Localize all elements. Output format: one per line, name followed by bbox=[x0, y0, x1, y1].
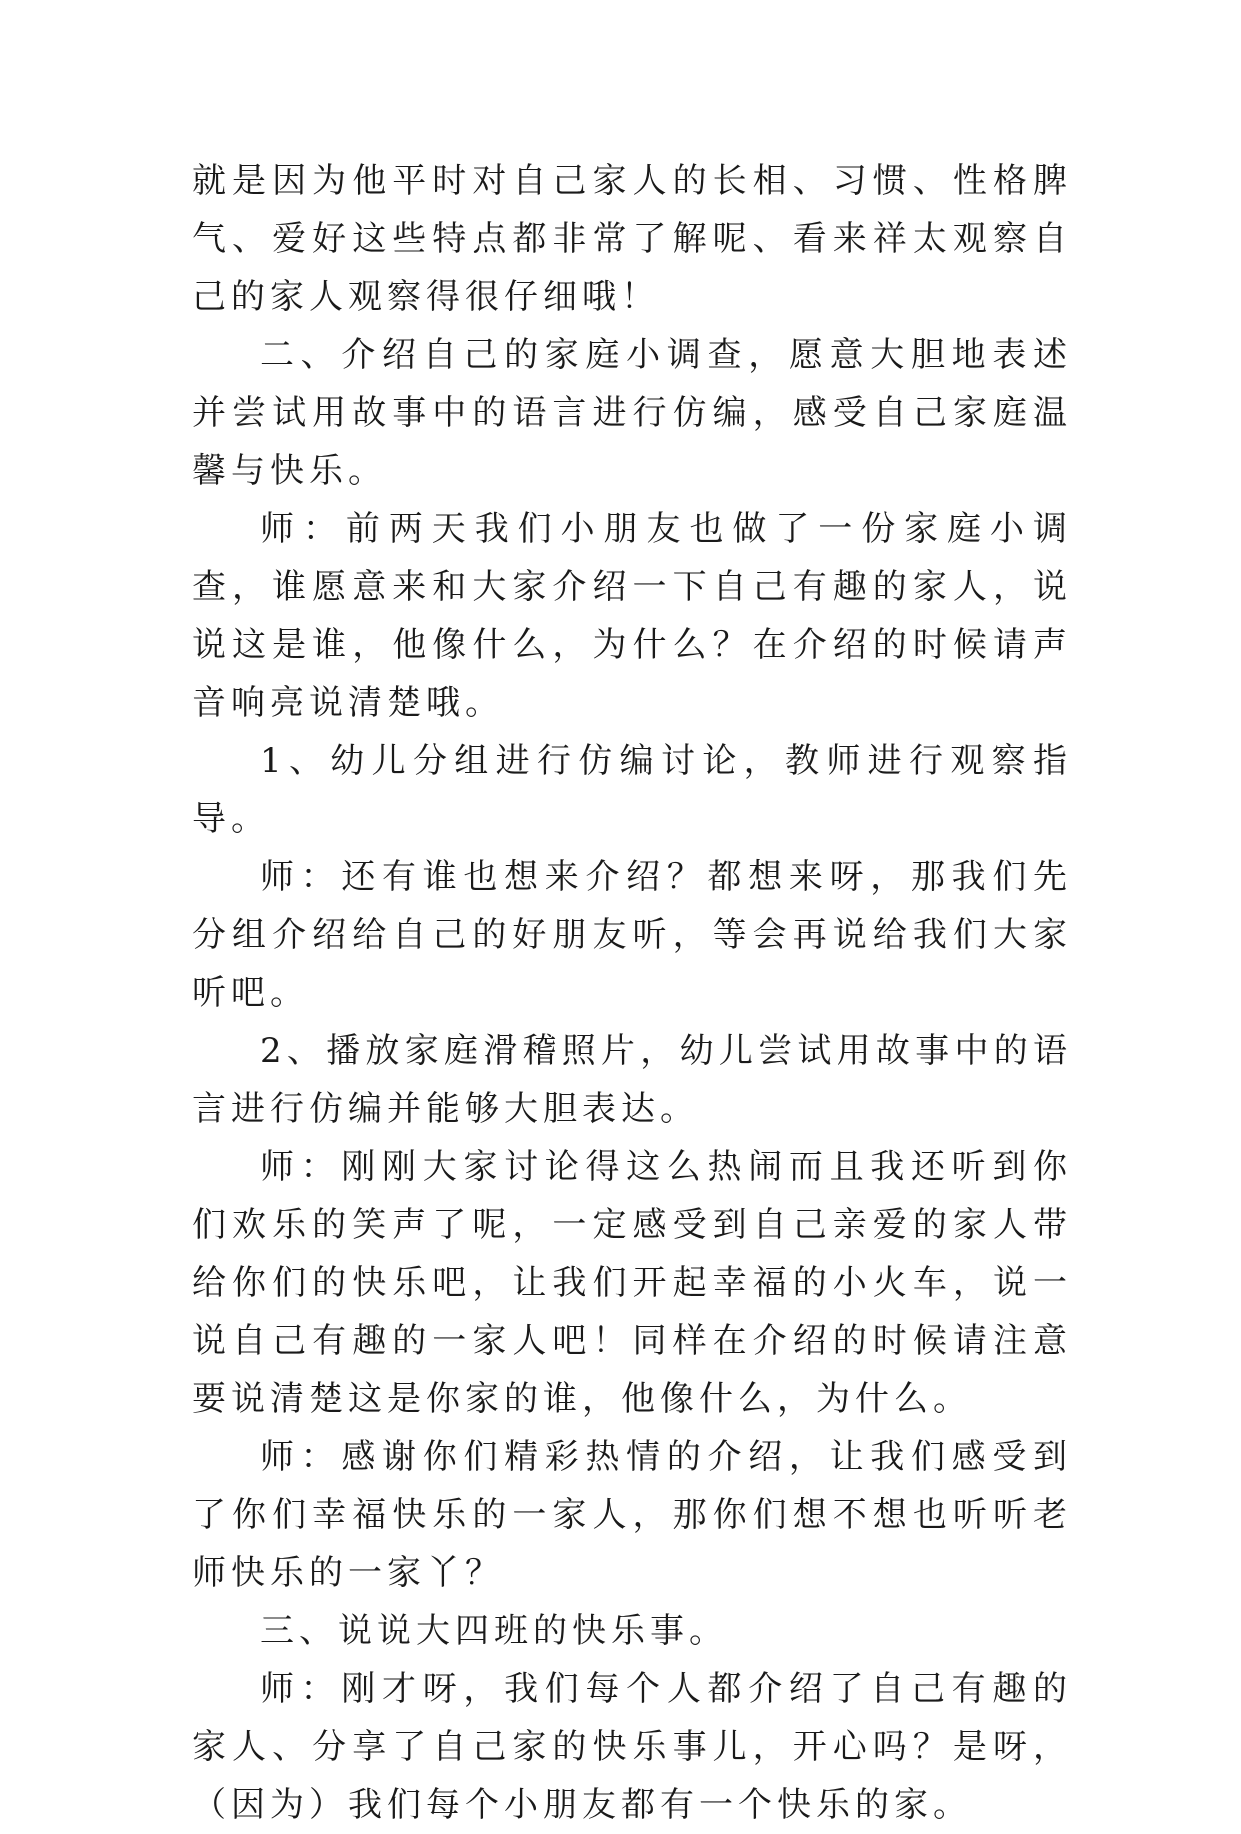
paragraph: 2、播放家庭滑稽照片，幼儿尝试用故事中的语言进行仿编并能够大胆表达。 bbox=[192, 1031, 1072, 1129]
paragraph: 师：刚刚大家讨论得这么热闹而且我还听到你们欢乐的笑声了呢，一定感受到自己亲爱的家人带给你们的快乐吧，让我们开起幸福的小火车，说一说自己有趣的一家人吧！同样在介绍的时候请注意要说清楚这是你家的谁，他像什么，为什么。 bbox=[192, 1147, 1072, 1419]
paragraph: 就是因为他平时对自己家人的长相、习惯、性格脾气、爱好这些特点都非常了解呢、看来祥太观察自己的家人观察得很仔细哦！ bbox=[192, 161, 1072, 317]
paragraph: 二、介绍自己的家庭小调查，愿意大胆地表述并尝试用故事中的语言进行仿编，感受自己家庭温馨与快乐。 bbox=[192, 335, 1072, 491]
paragraph: 师：前两天我们小朋友也做了一份家庭小调查，谁愿意来和大家介绍一下自己有趣的家人，说说这是谁，他像什么，为什么？在介绍的时候请声音响亮说清楚哦。 bbox=[192, 509, 1072, 723]
paragraph: 师：还有谁也想来介绍？都想来呀，那我们先分组介绍给自己的好朋友听，等会再说给我们大家听吧。 bbox=[192, 857, 1072, 1013]
paragraph: 师：感谢你们精彩热情的介绍，让我们感受到了你们幸福快乐的一家人，那你们想不想也听听老师快乐的一家丫？ bbox=[192, 1437, 1072, 1593]
paragraph: 师：刚才呀，我们每个人都介绍了自己有趣的家人、分享了自己家的快乐事儿，开心吗？是呀，（因为）我们每个小朋友都有一个快乐的家。 bbox=[192, 1669, 1072, 1825]
paragraph: 1、幼儿分组进行仿编讨论，教师进行观察指导。 bbox=[192, 741, 1072, 839]
paragraph: 三、说说大四班的快乐事。 bbox=[260, 1611, 728, 1651]
document-body bbox=[192, 152, 1072, 1834]
